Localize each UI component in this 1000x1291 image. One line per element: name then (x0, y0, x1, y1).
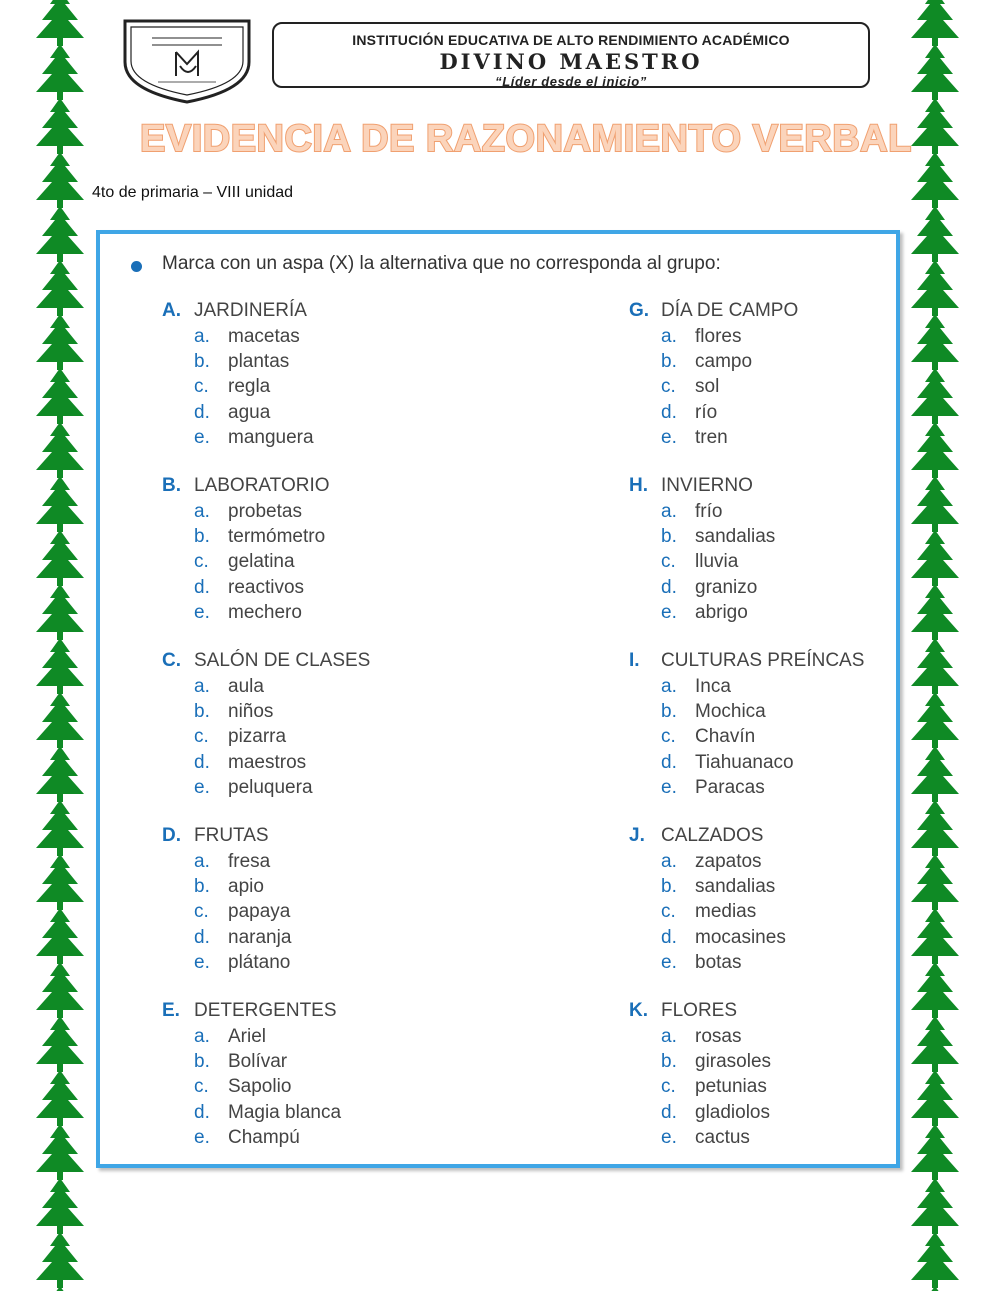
school-motto: “Líder desde el inicio” (495, 74, 647, 89)
group-letter: D. (162, 825, 181, 846)
option-text: rosas (695, 1026, 742, 1047)
option-item[interactable] (629, 701, 929, 726)
option-letter: c. (194, 901, 209, 923)
institution-header (272, 22, 870, 88)
tree-icon (36, 1070, 84, 1126)
question-group (629, 825, 929, 977)
group-name: DÍA DE CAMPO (661, 300, 799, 321)
option-text: naranja (228, 926, 292, 948)
tree-icon (36, 368, 84, 424)
tree-icon (36, 854, 84, 910)
option-item[interactable] (629, 876, 929, 901)
option-text: granizo (695, 576, 758, 598)
option-letter: d. (194, 576, 210, 598)
option-text: sandalias (695, 876, 776, 898)
option-text: sol (695, 376, 720, 398)
option-item[interactable] (162, 326, 462, 351)
question-group (629, 650, 929, 802)
option-text: agua (228, 401, 271, 423)
option-text: Bolívar (228, 1051, 288, 1073)
option-text: sandalias (695, 526, 776, 548)
option-letter: a. (194, 326, 210, 347)
grade-subtitle: 4to de primaria – VIII unidad (92, 184, 294, 201)
option-item[interactable] (629, 376, 929, 401)
option-item[interactable] (162, 351, 462, 376)
option-item[interactable] (162, 1026, 462, 1051)
school-logo (122, 18, 252, 104)
option-item[interactable] (162, 726, 462, 751)
option-text: Tiahuanaco (695, 751, 794, 773)
option-item[interactable] (629, 1051, 929, 1076)
option-item[interactable] (162, 577, 462, 602)
group-name: CALZADOS (661, 825, 764, 846)
option-text: Mochica (695, 701, 766, 723)
option-text: Chavín (695, 726, 756, 748)
option-text: Magia blanca (228, 1101, 342, 1123)
option-text: probetas (228, 501, 302, 522)
option-letter: a. (194, 1026, 210, 1047)
option-letter: d. (661, 1101, 677, 1123)
option-letter: c. (194, 1076, 209, 1098)
tree-icon (36, 152, 84, 208)
question-group (162, 475, 462, 627)
option-letter: e. (661, 951, 677, 973)
option-text: macetas (228, 326, 300, 347)
bullet-icon (131, 261, 142, 272)
option-item[interactable] (629, 901, 929, 926)
option-item[interactable] (629, 726, 929, 751)
group-title (629, 300, 929, 326)
option-item[interactable] (162, 701, 462, 726)
tree-icon (36, 1286, 84, 1291)
option-item[interactable] (629, 602, 929, 627)
group-name: LABORATORIO (194, 475, 330, 496)
group-letter: I. (629, 650, 640, 671)
option-letter: c. (661, 551, 676, 573)
option-item[interactable] (629, 1026, 929, 1051)
option-letter: b. (661, 876, 677, 898)
exercise-panel (96, 230, 900, 1168)
tree-icon (36, 44, 84, 100)
option-letter: a. (661, 501, 677, 522)
option-letter: d. (661, 401, 677, 423)
tree-icon (911, 1232, 959, 1288)
option-letter: c. (194, 551, 209, 573)
option-letter: e. (661, 426, 677, 448)
option-text: flores (695, 326, 742, 347)
group-letter: K. (629, 1000, 648, 1021)
option-text: río (695, 401, 718, 423)
option-letter: c. (661, 901, 676, 923)
option-letter: c. (661, 726, 676, 748)
group-name: FLORES (661, 1000, 738, 1021)
option-text: zapatos (695, 851, 762, 872)
option-letter: c. (661, 1076, 676, 1098)
option-letter: a. (661, 676, 677, 697)
option-text: fresa (228, 851, 271, 872)
option-text: maestros (228, 751, 307, 773)
tree-icon (36, 0, 84, 46)
question-group (629, 1000, 929, 1152)
option-text: regla (228, 376, 271, 398)
tree-icons-left (30, 0, 90, 1291)
option-item[interactable] (162, 501, 462, 526)
tree-icon (36, 908, 84, 964)
group-title (162, 650, 462, 676)
institution-name: INSTITUCIÓN EDUCATIVA DE ALTO RENDIMIENTO ACADÉMICO (352, 32, 790, 48)
option-letter: d. (194, 401, 210, 423)
option-letter: e. (661, 1126, 677, 1148)
option-item[interactable] (162, 402, 462, 427)
school-name: DIVINO MAESTRO (439, 49, 703, 74)
tree-icon (36, 800, 84, 856)
option-letter: b. (661, 1051, 677, 1073)
tree-icon (911, 98, 959, 154)
option-text: frío (695, 501, 723, 522)
option-letter: b. (194, 351, 210, 373)
option-letter: e. (661, 601, 677, 623)
option-text: termómetro (228, 526, 326, 548)
question-group (629, 475, 929, 627)
option-item[interactable] (629, 676, 929, 701)
option-item[interactable] (629, 752, 929, 777)
tree-icon (36, 962, 84, 1018)
option-letter: e. (194, 426, 210, 448)
option-item[interactable] (162, 1102, 462, 1127)
group-title (162, 1000, 462, 1026)
group-title (629, 475, 929, 501)
option-item[interactable] (162, 427, 462, 452)
option-item[interactable] (162, 526, 462, 551)
option-text: niños (228, 701, 274, 723)
question-group (162, 650, 462, 802)
option-letter: d. (661, 751, 677, 773)
option-letter: d. (661, 576, 677, 598)
tree-icon (36, 1124, 84, 1180)
option-item[interactable] (629, 952, 929, 977)
tree-icon (36, 1178, 84, 1234)
option-letter: a. (661, 1026, 677, 1047)
option-text: plátano (228, 951, 291, 973)
instruction-text: Marca con un aspa (X) la alternativa que no corresponda al grupo: (162, 253, 721, 274)
option-item[interactable] (162, 876, 462, 901)
group-name: CULTURAS PREÍNCAS (661, 650, 865, 671)
option-text: mocasines (695, 926, 786, 948)
tree-icon (36, 206, 84, 262)
tree-border-left (30, 0, 90, 1291)
group-letter: A. (162, 300, 181, 321)
question-group (629, 300, 929, 452)
question-group (162, 300, 462, 452)
group-name: DETERGENTES (194, 1000, 337, 1021)
tree-icon (911, 44, 959, 100)
option-letter: d. (194, 1101, 210, 1123)
option-letter: b. (194, 701, 210, 723)
option-text: gladiolos (695, 1101, 770, 1123)
option-text: lluvia (695, 551, 739, 573)
option-text: aula (228, 676, 264, 697)
group-letter: H. (629, 475, 648, 496)
group-name: FRUTAS (194, 825, 269, 846)
option-letter: a. (661, 326, 677, 347)
option-item[interactable] (162, 376, 462, 401)
option-text: abrigo (695, 601, 748, 623)
option-item[interactable] (162, 777, 462, 802)
tree-icon (36, 1016, 84, 1072)
group-title (162, 475, 462, 501)
option-letter: d. (194, 751, 210, 773)
option-item[interactable] (629, 402, 929, 427)
option-letter: a. (661, 851, 677, 872)
option-item[interactable] (629, 851, 929, 876)
option-letter: e. (194, 601, 210, 623)
group-letter: G. (629, 300, 650, 321)
option-text: manguera (228, 426, 314, 448)
option-text: campo (695, 351, 753, 373)
option-letter: a. (194, 501, 210, 522)
option-text: Paracas (695, 776, 765, 798)
tree-icon (36, 422, 84, 478)
option-letter: b. (661, 526, 677, 548)
option-text: girasoles (695, 1051, 772, 1073)
option-letter: d. (194, 926, 210, 948)
option-item[interactable] (162, 851, 462, 876)
option-letter: b. (194, 876, 210, 898)
group-title (162, 825, 462, 851)
tree-icon (911, 0, 959, 46)
tree-icon (36, 530, 84, 586)
tree-icon (911, 152, 959, 208)
option-item[interactable] (629, 501, 929, 526)
tree-icon (36, 746, 84, 802)
option-text: plantas (228, 351, 290, 373)
option-text: papaya (228, 901, 291, 923)
question-group (162, 1000, 462, 1152)
option-item[interactable] (629, 577, 929, 602)
group-title (162, 300, 462, 326)
option-text: Champú (228, 1126, 300, 1148)
option-letter: c. (194, 726, 209, 748)
option-letter: e. (194, 776, 210, 798)
option-item[interactable] (629, 1102, 929, 1127)
tree-icon (911, 1286, 959, 1291)
option-item[interactable] (629, 927, 929, 952)
group-letter: B. (162, 475, 181, 496)
option-item[interactable] (629, 777, 929, 802)
option-item[interactable] (162, 901, 462, 926)
group-letter: J. (629, 825, 645, 846)
option-text: medias (695, 901, 757, 923)
option-letter: e. (194, 1126, 210, 1148)
option-letter: c. (661, 376, 676, 398)
option-text: reactivos (228, 576, 305, 598)
tree-icon (36, 260, 84, 316)
option-text: Ariel (228, 1026, 267, 1047)
option-item[interactable] (629, 551, 929, 576)
option-text: botas (695, 951, 742, 973)
option-item[interactable] (629, 1076, 929, 1101)
option-item[interactable] (162, 1076, 462, 1101)
option-letter: b. (194, 526, 210, 548)
tree-icon (36, 314, 84, 370)
group-letter: C. (162, 650, 181, 671)
option-letter: e. (661, 776, 677, 798)
option-text: pizarra (228, 726, 287, 748)
option-item[interactable] (162, 927, 462, 952)
option-item[interactable] (629, 427, 929, 452)
group-name: JARDINERÍA (194, 300, 307, 321)
tree-icon (36, 584, 84, 640)
option-item[interactable] (162, 676, 462, 701)
option-item[interactable] (162, 752, 462, 777)
page-title: EVIDENCIA DE RAZONAMIENTO VERBAL (140, 118, 912, 160)
option-letter: e. (194, 951, 210, 973)
option-item[interactable] (162, 602, 462, 627)
group-title (629, 1000, 929, 1026)
group-name: INVIERNO (661, 475, 753, 496)
tree-icon (36, 692, 84, 748)
question-group (162, 825, 462, 977)
tree-icon (36, 98, 84, 154)
option-item[interactable] (629, 351, 929, 376)
option-text: tren (695, 426, 728, 448)
option-letter: a. (194, 851, 210, 872)
tree-icon (911, 206, 959, 262)
option-item[interactable] (162, 952, 462, 977)
group-title (629, 825, 929, 851)
option-text: cactus (695, 1126, 750, 1148)
option-item[interactable] (629, 326, 929, 351)
option-text: Inca (695, 676, 731, 697)
option-text: Sapolio (228, 1076, 292, 1098)
option-letter: b. (661, 351, 677, 373)
tree-icon (911, 1178, 959, 1234)
tree-icon (36, 638, 84, 694)
option-text: gelatina (228, 551, 295, 573)
option-text: apio (228, 876, 264, 898)
option-item[interactable] (162, 1051, 462, 1076)
group-title (629, 650, 929, 676)
option-text: petunias (695, 1076, 767, 1098)
option-item[interactable] (162, 1127, 462, 1152)
group-letter: E. (162, 1000, 180, 1021)
option-item[interactable] (629, 526, 929, 551)
group-name: SALÓN DE CLASES (194, 650, 371, 671)
tree-icon (36, 476, 84, 532)
option-letter: b. (661, 701, 677, 723)
option-item[interactable] (162, 551, 462, 576)
option-letter: d. (661, 926, 677, 948)
option-item[interactable] (629, 1127, 929, 1152)
option-letter: a. (194, 676, 210, 697)
option-text: peluquera (228, 776, 313, 798)
option-text: mechero (228, 601, 302, 623)
tree-icon (36, 1232, 84, 1288)
option-letter: c. (194, 376, 209, 398)
option-letter: b. (194, 1051, 210, 1073)
